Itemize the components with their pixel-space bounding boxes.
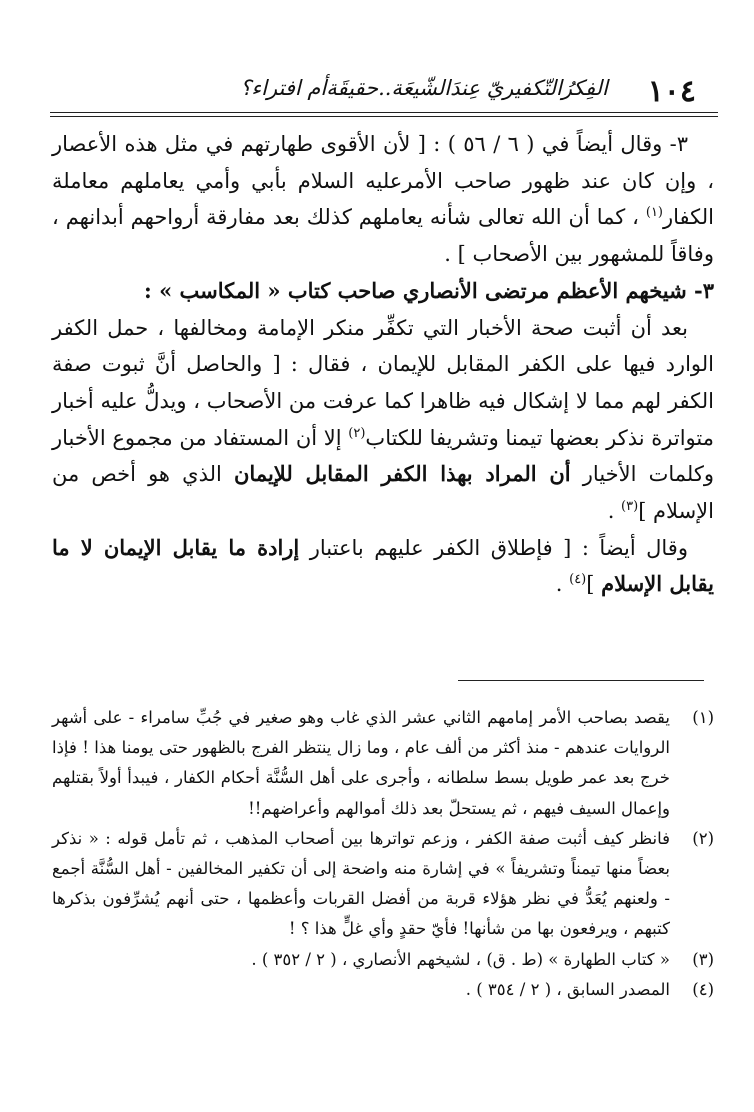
paragraph-3-lead: وقال أيضاً : [ فإطلاق الكفر عليهم باعتبار (299, 535, 688, 560)
page-header (0, 60, 754, 110)
paragraph-2-tail: الذي هو أخص من الإسلام ] (52, 462, 714, 524)
paragraph-1-lead: ٣- وقال أيضاً في ( ٦ / ٥٦ ) : [ لأن الأقوى طهارتهم في مثل هذه الأعصار ، وإن كان عند ظهور صاحب الأمرعليه السلام بأبي وأمي يعاملهم معاملة الكفار (52, 132, 714, 230)
paragraph-2-end: . (607, 499, 622, 524)
header-rule (50, 112, 718, 117)
paragraph-3 (52, 530, 714, 603)
footnote-number: (١) (692, 708, 714, 727)
footnote-text: المصدر السابق ، ( ٢ / ٣٥٤ ) . (465, 979, 670, 999)
paragraph-3-end: . (555, 572, 570, 597)
footnotes (52, 703, 714, 1005)
footnote-text: يقصد بصاحب الأمر إمامهم الثاني عشر الذي غاب وهو صغير في جُبِّ سامراء - على أشهر الروايات عندهم - منذ أكثر من ألف عام ، وما زال ينتظر الفرج بالظهور حتى يومنا هذا ! فإذا خرج بعد عمر طويل بسط سلطانه ، وأجرى على أهل السُّنَّة أحكام الكفار ، فيبدأ أولاً بقتلهم وإعمال السيف فيهم ، ثم يستحلّ بعد ذلك أموالهم وأعراضهم!! (52, 708, 670, 818)
footnote-ref-3: (٣) (621, 499, 639, 515)
footnote-number: (٢) (692, 828, 714, 848)
main-text (52, 126, 714, 603)
footnote-text: فانظر كيف أثبت صفة الكفر ، وزعم تواترها بين أصحاب المذهب ، ثم تأمل قوله : « نذكر بعضاً منها تيمناً وتشريفاً » في إشارة منه واضحة إلى أن تكفير المخالفين - أهل السُّنَّة أجمع - ولعنهم يُعَدُّ في نظر هؤلاء قربة من أفضل القربات وأعظمها ، حتى أنهم يُشرِّفون بذكرها كتبهم ، ويرفعون بها من شأنها! فأيّ حقدٍ وأي غلٍّ هذا ؟ ! (52, 828, 670, 939)
paragraph-2-lead: بعد أن أثبت صحة الأخبار التي تكفِّر منكر الإمامة ومخالفها ، حمل الكفر الوارد فيها على الكفر المقابل للإيمان ، فقال : [ والحاصل أنَّ ثبوت صفة الكفر لهم مما لا إشكال فيه ظاهرا كما عرفت من الأصحاب ، ويدلُّ عليه أخبار متواترة نذكر بعضها تيمنا وتشريفا للكتاب (52, 315, 714, 450)
section-heading: ٣- شيخهم الأعظم مرتضى الأنصاري صاحب كتاب « المكاسب » : (144, 277, 714, 303)
page-number: ١٠٤ (647, 74, 696, 109)
footnote-2 (52, 824, 714, 945)
footnote-text: « كتاب الطهارة » (ط . ق) ، لشيخهم الأنصاري ، ( ٢ / ٣٥٢ ) . (251, 949, 670, 969)
paragraph-2-bold: أن المراد بهذا الكفر المقابل للإيمان (234, 461, 571, 487)
footnote-ref-1: (١) (645, 205, 663, 221)
footnote-ref-2: (٢) (348, 425, 366, 441)
footnote-4 (52, 975, 714, 1005)
footnote-number: (٣) (692, 949, 714, 969)
running-title: الفِكرُالتّكفيريّ عِندَالشّيعَة..حقيقَةأم افتراء؟ (240, 76, 608, 100)
paragraph-2-mid: إلا أن المستفاد من مجموع الأخبار وكلمات الأخيار (52, 425, 714, 487)
footnote-1 (52, 703, 714, 824)
paragraph-3-bold: إرادة ما يقابل الإيمان لا ما يقابل الإسلام (52, 534, 714, 597)
footnote-ref-4: (٤) (569, 572, 587, 588)
paragraph-1-tail: ، كما أن الله تعالى شأنه يعاملهم كذلك بعد مفارقة أرواحهم أبدانهم ، وفاقاً للمشهور بين الأصحاب ] . (52, 205, 714, 267)
paragraph-1 (52, 126, 714, 273)
footnote-rule (458, 680, 704, 681)
paragraph-3-tail: ] (586, 572, 602, 597)
footnote-number: (٤) (692, 979, 714, 999)
paragraph-2 (52, 310, 714, 530)
footnote-3 (52, 945, 714, 975)
